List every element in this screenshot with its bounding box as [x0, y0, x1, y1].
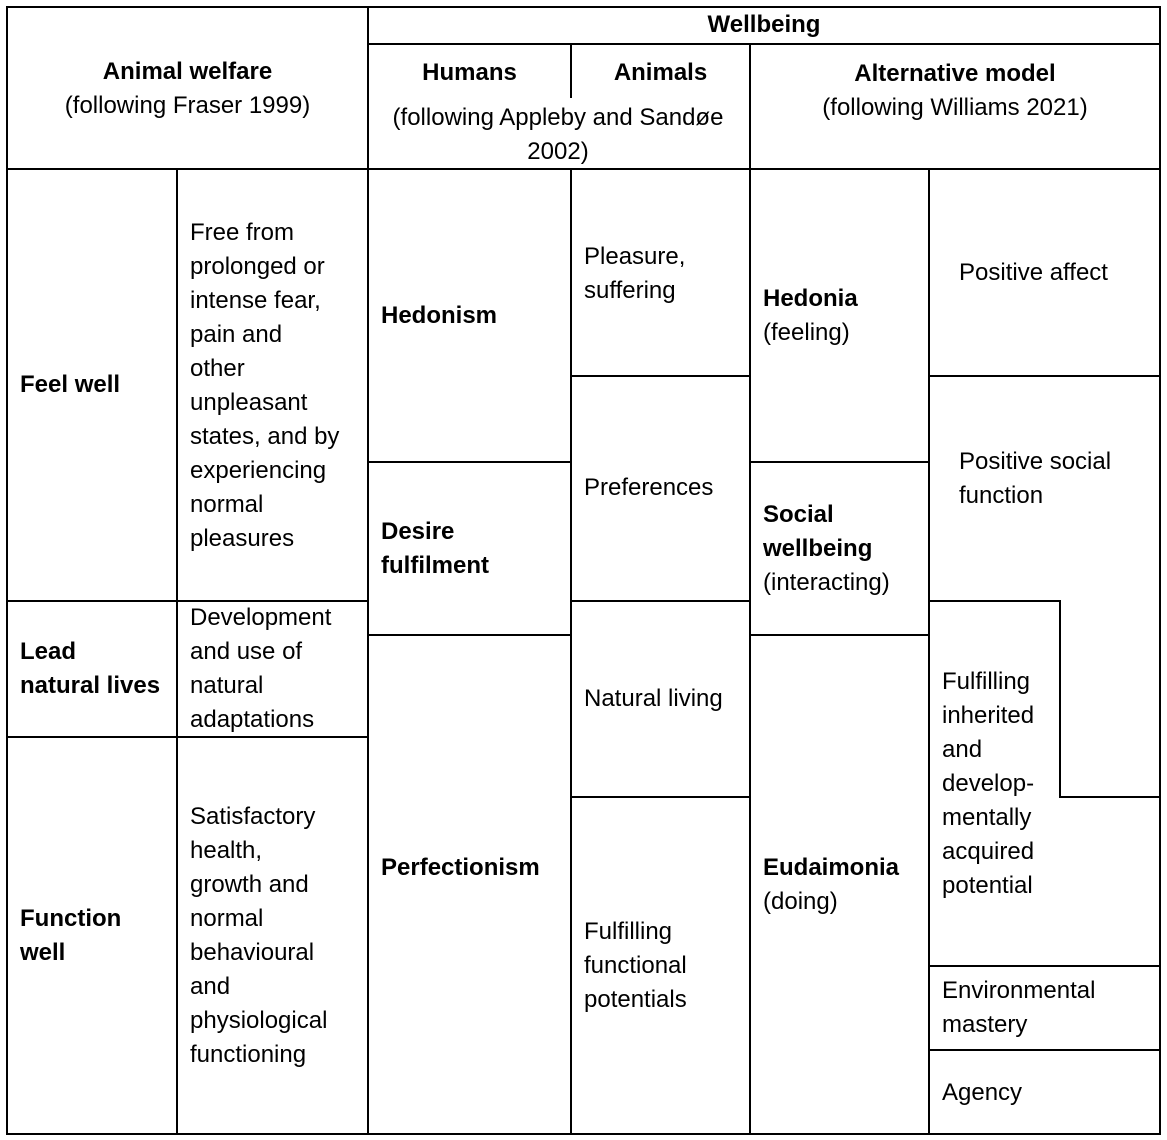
fulfilling-line: and — [942, 736, 983, 763]
pleasure-line: suffering — [584, 277, 676, 304]
row-divider-hedonism-desire — [367, 461, 572, 463]
table-border-left — [6, 6, 8, 1135]
row-divider-fulfilling-step — [1059, 796, 1161, 798]
environmental-line: Environmental — [942, 977, 1096, 1004]
functional-line: potentials — [584, 986, 687, 1013]
function-well-line: physiological — [190, 1007, 328, 1034]
natural-lives-line: Development — [190, 604, 332, 631]
animal-welfare-title: Animal welfare — [102, 58, 273, 85]
row-divider-desire-perfectionism — [367, 634, 572, 636]
hedonism-label: Hedonism — [381, 302, 498, 329]
eudaimonia-sub: (doing) — [763, 888, 838, 915]
natural-lives-description — [190, 601, 331, 737]
divider-fulfilling-step — [1059, 600, 1061, 798]
desire-line: fulfilment — [381, 552, 489, 579]
function-well-line: behavioural — [190, 939, 315, 966]
function-well-line: normal — [190, 905, 264, 932]
natural-lives-label — [20, 635, 160, 703]
row-divider-social-fulfilling — [928, 600, 1061, 602]
animal-welfare-source: (following Fraser 1999) — [64, 92, 311, 119]
eudaimonia-label: Eudaimonia — [763, 854, 900, 881]
preferences-cell: Preferences — [584, 474, 714, 501]
appleby-source-line2: 2002) — [527, 138, 589, 165]
function-well-line: growth and — [190, 871, 309, 898]
hedonia-sub: (feeling) — [763, 319, 850, 346]
natural-lives-label-line: natural lives — [20, 672, 161, 699]
row-divider-environment-agency — [928, 1049, 1161, 1051]
agency-cell: Agency — [942, 1079, 1023, 1106]
desire-line: Desire — [381, 518, 455, 545]
wellbeing-title: Wellbeing — [707, 11, 821, 38]
hedonia-label: Hedonia — [763, 285, 858, 312]
alternative-model-source: (following Williams 2021) — [822, 94, 1088, 121]
appleby-source-line1: (following Appleby and Sandøe — [392, 104, 724, 131]
perfectionism-label: Perfectionism — [381, 854, 540, 881]
row-divider-social-eudaimonia — [749, 634, 930, 636]
alternative-model-title: Alternative model — [854, 60, 1056, 87]
natural-lives-label-line: Lead — [20, 638, 77, 665]
column-divider-welfare-desc — [176, 168, 178, 1135]
functional-line: functional — [584, 952, 687, 979]
column-divider-alternative — [749, 43, 751, 1135]
function-well-description — [190, 800, 327, 1072]
row-divider-hedonia-social — [749, 461, 930, 463]
function-well-line: and — [190, 973, 231, 1000]
function-well-line: Satisfactory — [190, 803, 316, 830]
feel-well-line: pleasures — [190, 525, 295, 552]
feel-well-line: states, and by — [190, 423, 340, 450]
environmental-mastery-cell — [942, 974, 1095, 1042]
hedonia-cell — [763, 282, 858, 350]
feel-well-line: pain and — [190, 321, 283, 348]
feel-well-line: prolonged or — [190, 253, 325, 280]
function-well-label-line: well — [20, 939, 66, 966]
functional-potentials-cell — [584, 915, 687, 1017]
fulfilling-line: acquired — [942, 838, 1035, 865]
social-sub: (interacting) — [763, 569, 890, 596]
feel-well-description — [190, 216, 339, 556]
positive-affect-cell: Positive affect — [959, 259, 1108, 286]
pleasure-line: Pleasure, — [584, 243, 686, 270]
positive-social-line: function — [959, 482, 1044, 509]
animals-title: Animals — [613, 59, 708, 86]
table-border-bottom — [6, 1133, 1161, 1135]
eudaimonia-cell — [763, 851, 899, 919]
desire-fulfilment-label — [381, 515, 489, 583]
header-divider-wellbeing — [367, 43, 1161, 45]
function-well-line: functioning — [190, 1041, 307, 1068]
environmental-line: mastery — [942, 1011, 1028, 1038]
natural-lives-line: adaptations — [190, 706, 315, 733]
natural-lives-line: natural — [190, 672, 264, 699]
fulfilling-line: Fulfilling — [942, 668, 1031, 695]
column-divider-welfare — [367, 6, 369, 1135]
natural-lives-line: and use of — [190, 638, 303, 665]
feel-well-line: normal — [190, 491, 264, 518]
function-well-line: health, — [190, 837, 263, 864]
feel-well-line: unpleasant — [190, 389, 308, 416]
column-divider-humans-animals — [570, 168, 572, 1135]
positive-social-line: Positive social — [959, 448, 1112, 475]
row-divider-affect-social — [928, 375, 1161, 377]
fulfilling-line: inherited — [942, 702, 1035, 729]
humans-title: Humans — [422, 59, 517, 86]
feel-well-line: intense fear, — [190, 287, 321, 314]
social-wellbeing-cell — [763, 498, 890, 600]
social-label-line: wellbeing — [763, 535, 873, 562]
feel-well-label: Feel well — [20, 371, 121, 398]
social-label-line: Social — [763, 501, 834, 528]
row-divider-pleasure-preferences — [570, 375, 751, 377]
fulfilling-inherited-cell — [942, 665, 1034, 903]
function-well-label-line: Function — [20, 905, 122, 932]
functional-line: Fulfilling — [584, 918, 673, 945]
natural-living-cell: Natural living — [584, 685, 723, 712]
row-divider-natural-functional — [570, 796, 751, 798]
fulfilling-line: potential — [942, 872, 1033, 899]
feel-well-line: experiencing — [190, 457, 327, 484]
fulfilling-line: develop- — [942, 770, 1035, 797]
row-divider-preferences-natural — [570, 600, 751, 602]
function-well-label — [20, 902, 121, 970]
feel-well-line: other — [190, 355, 245, 382]
pleasure-suffering-cell — [584, 240, 685, 308]
feel-well-line: Free from — [190, 219, 295, 246]
fulfilling-line: mentally — [942, 804, 1032, 831]
positive-social-function-cell — [959, 445, 1111, 513]
column-divider-alt-desc — [928, 168, 930, 1135]
row-divider-fulfilling-environment — [928, 965, 1161, 967]
